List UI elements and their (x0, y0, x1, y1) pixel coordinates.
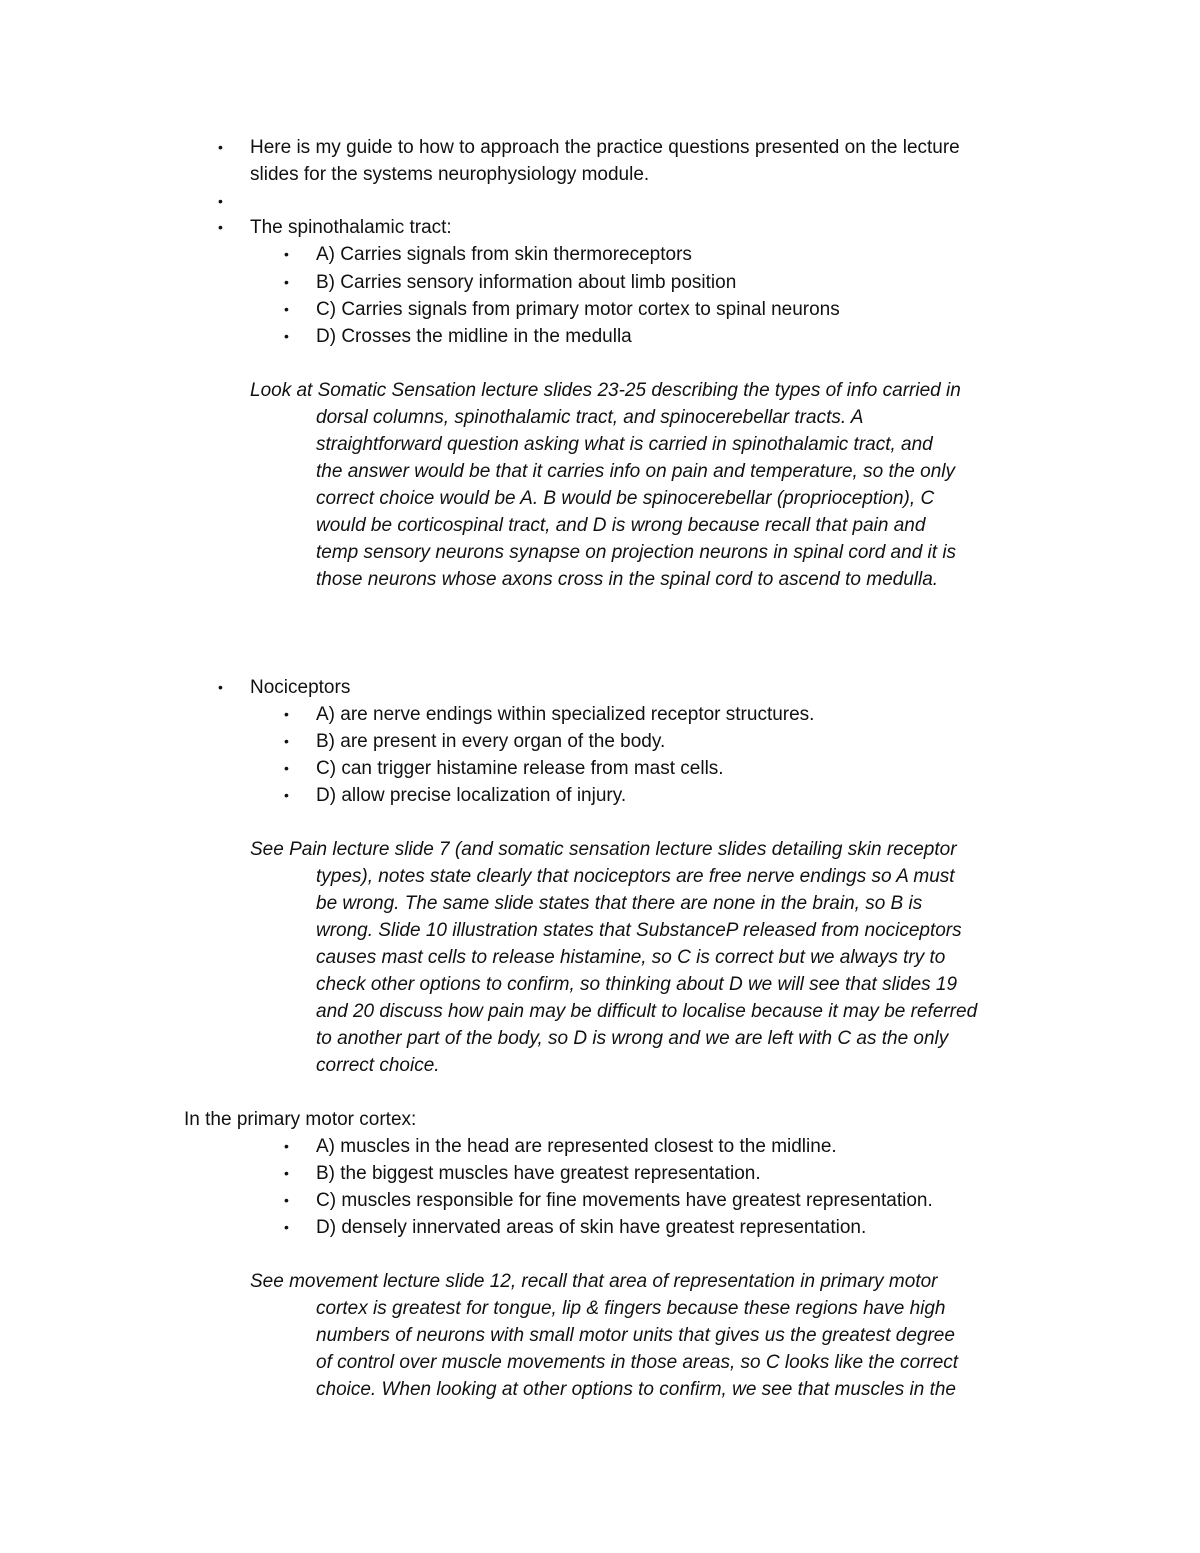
bullet: • (284, 1165, 289, 1181)
q3-option-c: C) muscles responsible for fine movements have greatest representation. (316, 1190, 933, 1211)
bullet: • (284, 1192, 289, 1208)
bullet: • (284, 246, 289, 262)
q1-explanation-line: temp sensory neurons synapse on projection neurons in spinal cord and it is (316, 542, 957, 563)
bullet: • (284, 301, 289, 317)
q2-option-a: A) are nerve endings within specialized receptor structures. (316, 704, 815, 725)
bullet: • (284, 1138, 289, 1154)
q3-explanation-line: of control over muscle movements in those areas, so C looks like the correct (316, 1352, 959, 1373)
q2-explanation-line: wrong. Slide 10 illustration states that SubstanceP released from nociceptors (316, 920, 962, 941)
q1-option-d: D) Crosses the midline in the medulla (316, 326, 632, 347)
q1-explanation-line: correct choice would be A. B would be spinocerebellar (proprioception), C (316, 488, 935, 509)
q3-option-b: B) the biggest muscles have greatest representation. (316, 1163, 761, 1184)
q1-explanation-line: the answer would be that it carries info on pain and temperature, so the only (316, 461, 955, 482)
q2-explanation-line: and 20 discuss how pain may be difficult to localise because it may be referred (316, 1001, 978, 1022)
q2-option-c: C) can trigger histamine release from mast cells. (316, 758, 724, 779)
q3-explanation-line: choice. When looking at other options to confirm, we see that muscles in the (316, 1379, 956, 1400)
bullet: • (284, 787, 289, 803)
q2-stem: Nociceptors (250, 677, 351, 698)
bullet: • (284, 706, 289, 722)
q3-option-a: A) muscles in the head are represented closest to the midline. (316, 1136, 837, 1157)
q2-explanation-line: be wrong. The same slide states that there are none in the brain, so B is (316, 893, 923, 914)
bullet: • (284, 328, 289, 344)
q3-option-d: D) densely innervated areas of skin have greatest representation. (316, 1217, 867, 1238)
q2-explanation-line: check other options to confirm, so thinking about D we will see that slides 19 (316, 974, 958, 995)
bullet: • (218, 139, 223, 155)
q1-explanation-line: straightforward question asking what is carried in spinothalamic tract, and (316, 434, 933, 455)
intro-line-1: Here is my guide to how to approach the practice questions presented on the lecture (250, 137, 960, 158)
q1-explanation-line: those neurons whose axons cross in the spinal cord to ascend to medulla. (316, 569, 939, 590)
bullet: • (284, 760, 289, 776)
q2-explanation-line: types), notes state clearly that nociceptors are free nerve endings so A must (316, 866, 955, 887)
q1-explanation-line: would be corticospinal tract, and D is wrong because recall that pain and (316, 515, 926, 536)
q3-stem: In the primary motor cortex: (184, 1109, 417, 1130)
bullet: • (284, 733, 289, 749)
q2-option-d: D) allow precise localization of injury. (316, 785, 627, 806)
intro-line-2: slides for the systems neurophysiology module. (250, 164, 650, 185)
bullet: • (284, 274, 289, 290)
q2-explanation-line: causes mast cells to release histamine, so C is correct but we always try to (316, 947, 946, 968)
bullet: • (284, 1219, 289, 1235)
q1-option-a: A) Carries signals from skin thermoreceptors (316, 244, 692, 265)
q3-explanation-line: numbers of neurons with small motor units that gives us the greatest degree (316, 1325, 955, 1346)
q2-explanation-line: correct choice. (316, 1055, 440, 1076)
q3-explanation-line: See movement lecture slide 12, recall that area of representation in primary motor (250, 1271, 938, 1292)
q1-stem: The spinothalamic tract: (250, 217, 452, 238)
bullet: • (218, 219, 223, 235)
q3-explanation-line: cortex is greatest for tongue, lip & fingers because these regions have high (316, 1298, 946, 1319)
q2-explanation-line: to another part of the body, so D is wrong and we are left with C as the only (316, 1028, 949, 1049)
bullet: • (218, 679, 223, 695)
q1-explanation-line: Look at Somatic Sensation lecture slides 23-25 describing the types of info carried in (250, 380, 961, 401)
q2-explanation-line: See Pain lecture slide 7 (and somatic sensation lecture slides detailing skin receptor (250, 839, 957, 860)
empty-bullet: • (218, 193, 223, 209)
q1-option-b: B) Carries sensory information about limb position (316, 272, 737, 293)
q1-option-c: C) Carries signals from primary motor cortex to spinal neurons (316, 299, 840, 320)
q1-explanation-line: dorsal columns, spinothalamic tract, and spinocerebellar tracts. A (316, 407, 864, 428)
q2-option-b: B) are present in every organ of the body. (316, 731, 666, 752)
